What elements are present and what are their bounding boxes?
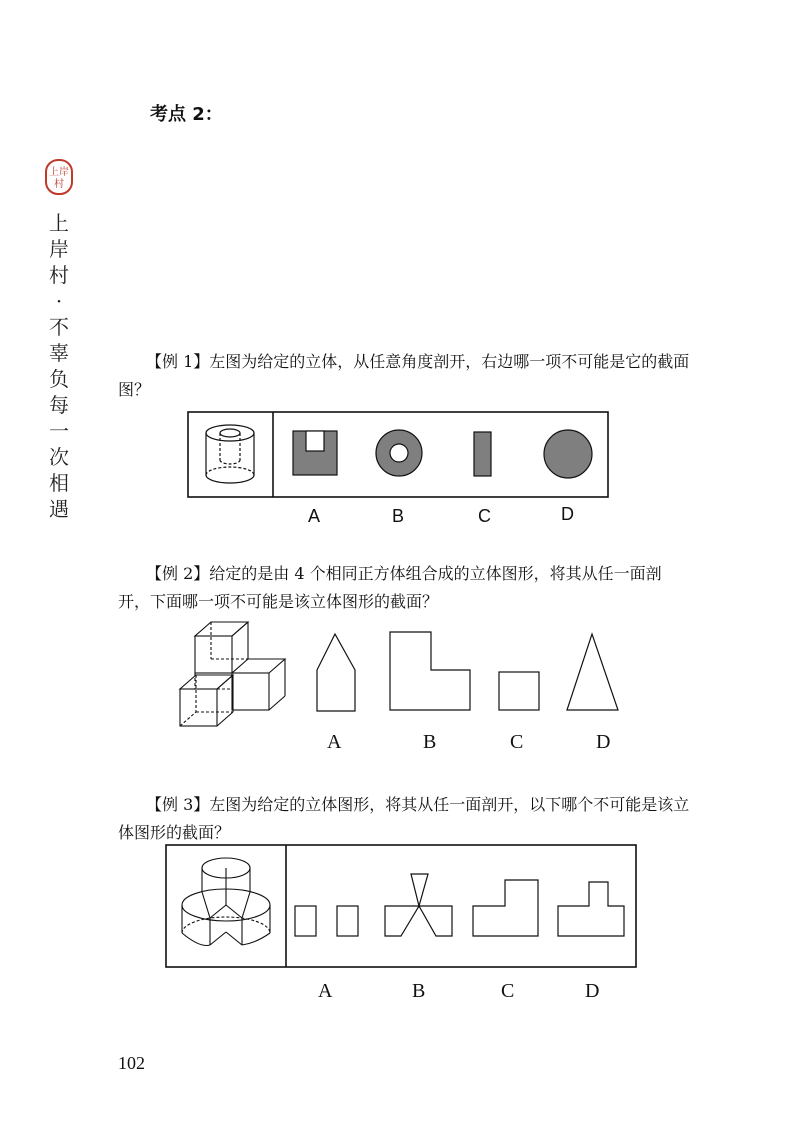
cylinder-wedge-solid-icon <box>182 858 270 946</box>
section-heading: 考点 2： <box>150 104 223 125</box>
ex2-option-b: B <box>423 731 437 753</box>
ex3-option-c: C <box>501 980 515 1002</box>
ex1-option-b: B <box>392 506 405 526</box>
svg-text:上岸: 上岸 <box>49 167 69 178</box>
ex3-option-b: B <box>412 980 426 1002</box>
ex1-option-c: C <box>478 506 491 526</box>
ex2-option-a: A <box>327 731 342 753</box>
ex2-option-d: D <box>596 731 611 753</box>
example-1-text: 【例 1】左图为给定的立体，从任意角度剖开，右边哪一项不可能是它的截面图？ <box>118 352 690 399</box>
example-2-text: 【例 2】给定的是由 4 个相同正方体组合成的立体图形，将其从任一面剖开，下面哪一项不可能是该立体图形的截面？ <box>118 564 662 611</box>
example-3-text: 【例 3】左图为给定的立体图形，将其从任一面剖开，以下哪个不可能是该立体图形的截面？ <box>118 795 690 842</box>
ex3-option-d: D <box>585 980 600 1002</box>
option-a-shape <box>295 906 358 936</box>
ex3-option-a: A <box>318 980 333 1002</box>
page-number: 102 <box>118 1053 145 1073</box>
option-d-shape <box>558 882 624 936</box>
ex2-option-c: C <box>510 731 524 753</box>
ex1-option-d: D <box>561 504 574 524</box>
sidebar-motto: 上岸村 · 不辜负每一次相遇 <box>49 211 69 521</box>
ex1-option-a: A <box>308 506 321 526</box>
svg-text:村: 村 <box>54 179 64 190</box>
option-c-shape <box>473 880 538 936</box>
option-b-shape <box>385 874 452 936</box>
